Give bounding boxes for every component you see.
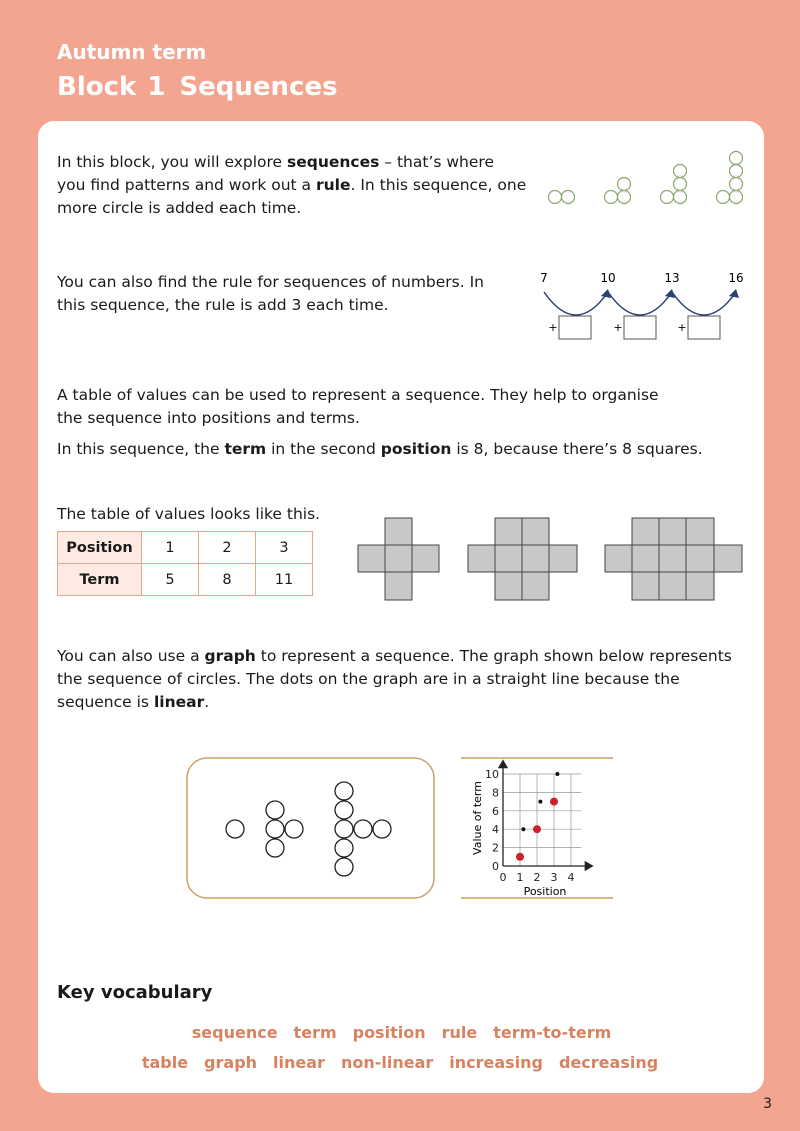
- vocab-word: decreasing: [559, 1053, 659, 1072]
- term-position-paragraph: [57, 438, 757, 461]
- block-title: Sequences: [179, 72, 338, 102]
- seq-term-4: 16: [728, 271, 744, 285]
- y-tick-label: 6: [492, 804, 499, 818]
- vocab-word: table: [141, 1053, 189, 1072]
- plus-sign: +: [677, 321, 687, 334]
- x-tick-label: 0: [499, 871, 507, 884]
- table-row: [58, 532, 313, 564]
- text: In this block, you will explore: [57, 153, 288, 171]
- page-number: 3: [763, 1096, 772, 1112]
- keyword-sequences: sequences: [287, 153, 380, 171]
- keyword-graph: graph: [204, 647, 256, 665]
- keyword-position: position: [380, 440, 452, 458]
- plus-sign: +: [548, 321, 558, 334]
- y-tick-label: 10: [485, 768, 499, 781]
- vocab-row-2: [0, 1053, 800, 1072]
- vocab-word: rule: [441, 1023, 478, 1042]
- vocab-word: term-to-term: [493, 1023, 612, 1042]
- block-number: Block 1: [57, 72, 166, 102]
- content-card: [38, 121, 764, 1093]
- seq-term-2: 10: [600, 271, 616, 285]
- text: in the second: [266, 440, 381, 458]
- vocab-word: graph: [204, 1053, 258, 1072]
- seq-term-1: 7: [540, 271, 548, 285]
- text: is 8, because there’s 8 squares.: [451, 440, 703, 458]
- table-intro-paragraph: A table of values can be used to represent a sequence. They help to organise the sequence into positions and terms.: [57, 386, 659, 427]
- row-header: Term: [58, 564, 142, 596]
- graph-xlabel: Position: [523, 885, 567, 898]
- number-sequence-paragraph: You can also find the rule for sequences of numbers. In this sequence, the rule is add 3 each time.: [57, 273, 485, 314]
- y-tick-label: 0: [492, 860, 499, 873]
- text: In this sequence, the: [57, 440, 225, 458]
- row-header: Position: [58, 532, 142, 564]
- table-cell: 3: [256, 532, 313, 564]
- vocab-word: sequence: [191, 1023, 278, 1042]
- term-heading: Autumn term: [57, 40, 207, 64]
- x-tick-label: 2: [533, 871, 541, 884]
- keyword-term: term: [224, 440, 267, 458]
- vocab-word: term: [293, 1023, 337, 1042]
- text: You can also use a: [57, 647, 205, 665]
- vocab-word: increasing: [449, 1053, 543, 1072]
- keyword-linear: linear: [153, 693, 205, 711]
- table-cell: 1: [142, 532, 199, 564]
- x-tick-label: 3: [550, 871, 558, 884]
- vocab-word: non-linear: [340, 1053, 434, 1072]
- vocab-word: linear: [273, 1053, 325, 1072]
- text: .: [204, 693, 210, 711]
- keyword-rule: rule: [315, 176, 351, 194]
- intro-paragraph: [57, 151, 527, 220]
- table-cell: 11: [256, 564, 313, 596]
- text: – that’s where you find patterns and work out a: [57, 153, 494, 194]
- table-row: [58, 564, 313, 596]
- table-cell: 8: [199, 564, 256, 596]
- plus-sign: +: [613, 321, 623, 334]
- y-tick-label: 2: [492, 841, 499, 855]
- table-of-values: [57, 531, 313, 596]
- graph-ylabel: Value of term: [471, 781, 484, 855]
- seq-term-3: 13: [664, 271, 680, 285]
- block-heading: [57, 72, 338, 102]
- table-cell: 2: [199, 532, 256, 564]
- vocab-word: position: [352, 1023, 426, 1042]
- key-vocabulary-title: Key vocabulary: [57, 982, 213, 1003]
- table-caption: The table of values looks like this.: [57, 505, 321, 523]
- y-tick-label: 4: [492, 823, 499, 837]
- table-cell: 5: [142, 564, 199, 596]
- x-tick-label: 1: [516, 871, 524, 884]
- text: to represent a sequence. The graph shown below represents the sequence of circles. The dots on the graph are in a straight line because the sequence is: [57, 647, 732, 711]
- graph-paragraph: [57, 645, 747, 714]
- x-tick-label: 4: [567, 871, 575, 884]
- text: . In this sequence, one more circle is added each time.: [57, 176, 527, 217]
- y-tick-label: 8: [492, 786, 499, 800]
- vocab-row-1: [0, 1023, 800, 1042]
